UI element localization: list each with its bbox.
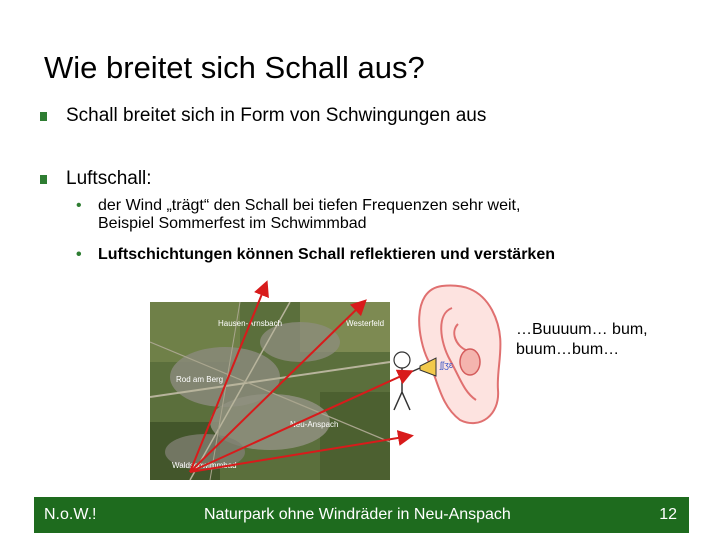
- ear-illustration: [380, 280, 510, 430]
- quote-line-2: buum…bum…: [516, 341, 620, 358]
- sub-bullet-1-line-1: der Wind „trägt“ den Schall bei tiefen Frequenzen sehr weit,: [98, 197, 521, 214]
- footer-center: Naturpark ohne Windräder in Neu-Anspach: [204, 506, 511, 523]
- bullet-2-text: Luftschall:: [66, 168, 152, 189]
- sub-bullet-1-line-2: Beispiel Sommerfest im Schwimmbad: [98, 215, 367, 232]
- dot-bullet-icon: •: [76, 197, 82, 214]
- footer-left: N.o.W.!: [44, 506, 97, 523]
- sound-quote: [516, 320, 648, 360]
- quote-line-1: …Buuuum… bum,: [516, 321, 648, 338]
- map-label-westerfeld: Westerfeld: [346, 319, 385, 328]
- page-number: 12: [659, 506, 677, 523]
- map-label-neu-anspach: Neu-Anspach: [290, 420, 339, 429]
- square-bullet-icon: [40, 175, 47, 184]
- dot-bullet-icon: •: [76, 246, 82, 263]
- square-bullet-icon: [40, 112, 47, 121]
- slide-title: Wie breitet sich Schall aus?: [44, 50, 425, 85]
- map-label-rod: Rod am Berg: [176, 375, 224, 384]
- map-label-hausen: Hausen-Arnsbach: [218, 319, 283, 328]
- satellite-map-image: [150, 302, 390, 480]
- footer-bar: [34, 497, 689, 533]
- sub-bullet-2-text: Luftschichtungen können Schall reflektieren und verstärken: [98, 246, 555, 263]
- svg-text:ʃʃʒɛ: ʃʃʒɛ: [440, 360, 454, 370]
- satellite-map: [150, 302, 390, 480]
- ear-icon: [380, 280, 510, 430]
- bullet-1-text: Schall breitet sich in Form von Schwingungen aus: [66, 105, 487, 126]
- map-label-waldschwimmbad: Waldschwimmbad: [172, 461, 237, 470]
